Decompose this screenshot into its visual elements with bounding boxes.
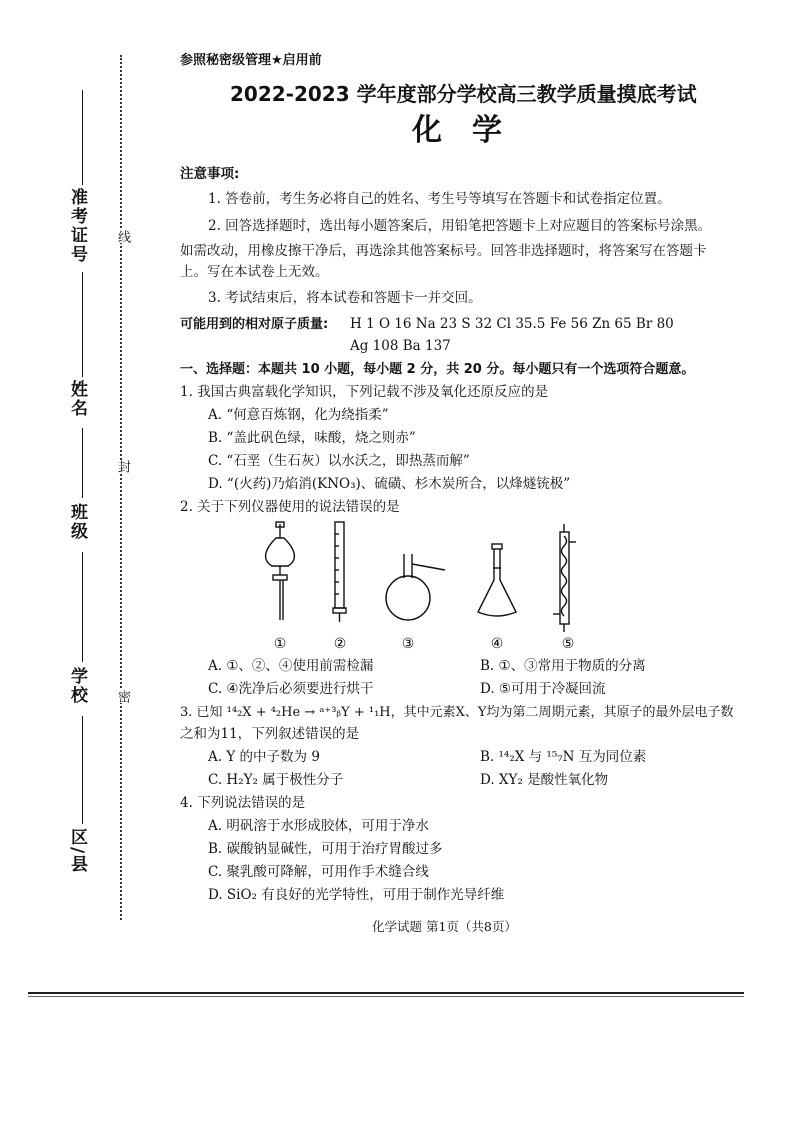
- q4-option-a: A. 明矾溶于水形成胶体，可用于净水: [208, 818, 429, 834]
- exam-title: 2022-2023 学年度部分学校高三教学质量摸底考试: [230, 82, 697, 106]
- seal-char-secret: 密: [115, 690, 130, 703]
- notice-item-1: 1. 答卷前，考生务必将自己的姓名、考生号等填写在答题卡和试卷指定位置。: [208, 191, 671, 207]
- label-4: ④: [490, 636, 504, 652]
- q3-option-a: A. Y 的中子数为 9: [208, 749, 320, 765]
- q1-option-b: B. “盖此矾色绿，味酸，烧之则赤”: [208, 430, 416, 446]
- q2-option-b: B. ①、③常用于物质的分离: [480, 658, 646, 674]
- q1-option-c: C. “石垩（生石灰）以水沃之，即热蒸而解”: [208, 453, 470, 469]
- label-3: ③: [401, 636, 415, 652]
- distilling-flask-icon: [386, 554, 445, 620]
- q3-stem-2: 之和为11，下列叙述错误的是: [180, 726, 360, 742]
- atomic-label: 可能用到的相对原子质量:: [180, 317, 329, 332]
- notice-heading: 注意事项:: [180, 166, 240, 182]
- q2-option-d: D. ⑤可用于冷凝回流: [480, 681, 606, 697]
- margin-label-district: 区/县: [67, 828, 87, 875]
- notice-item-2-cont: 如需改动，用橡皮擦干净后，再选涂其他答案标号。回答非选择题时，将答案写在答题卡: [180, 243, 707, 259]
- separatory-funnel-icon: [266, 522, 295, 620]
- margin-label-admission: 准考证号: [67, 188, 87, 264]
- margin-line-5: [82, 716, 83, 824]
- secret-level: 参照秘密级管理★启用前: [180, 53, 322, 68]
- q4-option-b: B. 碳酸钠显碱性，可用于治疗胃酸过多: [208, 841, 443, 857]
- q2-option-c: C. ④洗净后必须要进行烘干: [208, 681, 374, 697]
- margin-label-name: 姓名: [67, 380, 87, 418]
- q3-option-b: B. ¹⁴₂X 与 ¹⁵₇N 互为同位素: [480, 749, 647, 765]
- subject-title: 化学: [412, 113, 532, 148]
- label-1: ①: [273, 636, 287, 652]
- q3-stem-1: 3. 已知 ¹⁴₂X + ⁴₂He → ᵃ⁺³ᵦY + ¹₁H，其中元素X、Y均为第二周期元素，其原子的最外层电子数: [180, 705, 734, 720]
- burette-icon: [333, 522, 346, 622]
- seal-char-seal: 封: [115, 460, 130, 473]
- q4-stem: 4. 下列说法错误的是: [180, 795, 306, 811]
- margin-line-3: [82, 428, 83, 498]
- scan-edge-line-2: [28, 996, 744, 997]
- q3-option-d: D. XY₂ 是酸性氧化物: [480, 772, 609, 788]
- condenser-icon: [553, 524, 576, 632]
- q3-option-c: C. H₂Y₂ 属于极性分子: [208, 772, 344, 788]
- seal-char-line: 线: [115, 230, 130, 243]
- q2-stem: 2. 关于下列仪器使用的说法错误的是: [180, 499, 400, 515]
- atomic-line-2: Ag 108 Ba 137: [350, 338, 451, 354]
- margin-label-school: 学校: [67, 667, 87, 705]
- q4-option-d: D. SiO₂ 有良好的光学特性，可用于制作光导纤维: [208, 887, 505, 903]
- apparatus-figure: [240, 520, 600, 655]
- notice-item-2: 2. 回答选择题时，选出每小题答案后，用铅笔把答题卡上对应题目的答案标号涂黑。: [208, 218, 712, 234]
- volumetric-flask-icon: [478, 544, 516, 616]
- margin-line-2: [82, 272, 83, 377]
- margin-label-class: 班级: [67, 503, 87, 541]
- atomic-line-1: H 1 O 16 Na 23 S 32 Cl 35.5 Fe 56 Zn 65 Br 80: [350, 316, 674, 332]
- q1-stem: 1. 我国古典富载化学知识，下列记载不涉及氧化还原反应的是: [180, 384, 549, 400]
- page-footer: 化学试题 第1页（共8页）: [372, 919, 517, 934]
- q1-option-d: D. “(火药)乃焰消(KNO₃)、硫磺、杉木炭所合，以烽燧铳极”: [208, 476, 571, 492]
- seal-dotted-line: [120, 55, 122, 920]
- margin-line-1: [82, 90, 83, 185]
- section-heading: 一、选择题：本题共 10 小题，每小题 2 分，共 20 分。每小题只有一个选项符合题意。: [180, 362, 695, 377]
- q1-option-a: A. “何意百炼钢，化为绕指柔”: [208, 407, 389, 423]
- notice-item-2-end: 上。写在本试卷上无效。: [180, 264, 329, 280]
- q4-option-c: C. 聚乳酸可降解，可用作手术缝合线: [208, 864, 429, 880]
- label-5: ⑤: [561, 636, 575, 652]
- notice-item-3: 3. 考试结束后，将本试卷和答题卡一并交回。: [208, 290, 482, 306]
- q2-option-a: A. ①、②、④使用前需检漏: [208, 658, 374, 674]
- margin-line-4: [82, 552, 83, 662]
- scan-edge-line: [28, 992, 744, 994]
- label-2: ②: [333, 636, 347, 652]
